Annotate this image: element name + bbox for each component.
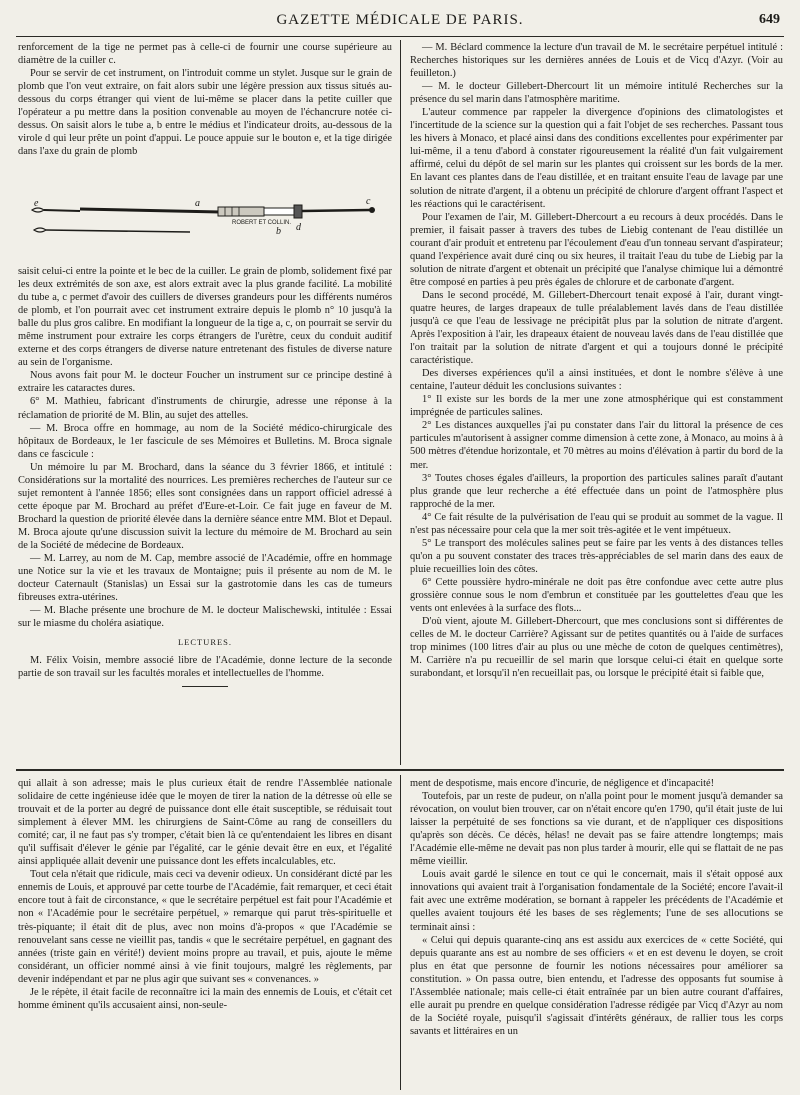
paragraph: — M. Blache présente une brochure de M. le docteur Malischewski, intitulée : Essai sur le miasme du choléra asiatique. <box>18 605 392 630</box>
figure-letter-d: d <box>296 222 301 233</box>
instrument-figure <box>20 194 392 260</box>
paragraph: qui allait à son adresse; mais le plus curieux était de rendre l'Assemblée nationale solidaire de cette ingénieuse idée que le moyen de tirer la nation de la détresse où elle se trouvait et de la porter au degré de puissance dont elle était susceptible, se réduisait tout simplement à élever MM. les chirurgiens de Saint-Côme au rang de conseillers du comité; car, il ne faut pas s'y tromper, c'était bien là ce qu'entendaient les libres en disant qu'il suffisait d'élever le génie par l'égalité, car le génie devait être en eux, et l'égalité ainsi appliquée allait devenir une puissance dont les effets incalculables, etc. <box>18 778 392 868</box>
figure-maker-mark: ROBERT ET COLLIN. <box>232 220 292 226</box>
header-rule <box>16 36 784 37</box>
paragraph: Dans le second procédé, M. Gillebert-Dhercourt tenait exposé à l'air, durant vingt-quatre heures, de larges drapeaux de tulle préalablement lavés dans de l'eau distillée jusqu'à ce que l'eau de lessivage ne précipitât plus par la solution de nitrate d'argent. Après l'exposition à l'air, les drapeaux étaient de nouveau lavés dans de l'eau distillée que l'on traitait par la solution de nitrate d'argent et qui a toujours donné le précipité caractéristique. <box>410 289 783 367</box>
paragraph: Pour l'examen de l'air, M. Gillebert-Dhercourt a eu recours à deux procédés. Dans le premier, il faisait passer à travers des tubes de Liebig contenant de l'eau distillée un courant d'air produit et entretenu par l'écoulement d'eau d'un tonneau servant d'aspirateur; quand l'expérience avait duré cinq ou six heures, il traitait l'eau du tube de Liebig par la solution de nitrate d'argent et obtenait un précipité que l'analyse chimique lui a démontré être composé en parties à peu près égales de chlorure et de carbonate d'argent. <box>410 211 783 288</box>
page-number: 649 <box>759 12 780 27</box>
paragraph: Nous avons fait pour M. le docteur Foucher un instrument sur ce principe destiné à extraire les cataractes dures. <box>18 370 392 395</box>
page-header <box>0 12 800 34</box>
paragraph: 6° Cette poussière hydro-minérale ne doit pas être confondue avec cette autre plus grossière connue sous le nom d'embrun et constituée par les gouttelettes d'eau que les vents ont enlevées à la surface des flots... <box>410 576 783 615</box>
figure-letter-a: a <box>195 198 200 209</box>
paragraph: ment de despotisme, mais encore d'incurie, de négligence et d'incapacité! <box>410 778 715 789</box>
paragraph: 1° Il existe sur les bords de la mer une zone atmosphérique qui est constamment imprégnée de particules salines. <box>410 394 783 419</box>
paragraph: Je le répète, il était facile de reconnaître ici la main des ennemis de Louis, et c'était cet homme éminent qu'ils accusaient ainsi, non-seule- <box>18 986 392 1011</box>
paragraph: Des diverses expériences qu'il a ainsi instituées, et dont le nombre s'élève à une centaine, l'auteur déduit les conclusions suivantes : <box>410 368 783 393</box>
figure-letter-b: b <box>276 226 281 237</box>
column-right-top <box>410 41 783 765</box>
figure-letter-c: c <box>366 196 371 207</box>
paragraph: M. Félix Voisin, membre associé libre de l'Académie, donne lecture de la seconde partie de son travail sur les facultés morales et intellectuelles de l'homme. <box>18 655 392 680</box>
paragraph: 5° Le transport des molécules salines peut se faire par les vents à des distances telles qu'on a pu souvent constater des traces très-appréciables de sel marin dans des eaux de pluie recueillies loin des côtes. <box>410 537 783 575</box>
paragraph: Louis avait gardé le silence en tout ce qui le concernait, mais il s'était opposé aux innovations qui avaient trait à l'organisation fondamentale de la Société; encore l'avait-il fait avec une extrême modération, se bornant à rappeler les précédents de l'Académie et quelles avaient toujours été les bases de ses règlements; l'une de ses allocutions se terminait ainsi : <box>410 869 783 933</box>
column-divider-top <box>400 40 401 765</box>
column-divider-bottom <box>400 775 401 1090</box>
journal-title: GAZETTE MÉDICALE DE PARIS. <box>276 12 524 28</box>
paragraph: Toutefois, par un reste de pudeur, on n'alla point pour le moment jusqu'à demander sa révocation, on voulut bien trouver, car on n'était encore qu'en 1790, qu'il était juste de lui laisser la perpétuité de ses fonctions sa vie durant, et de n'appliquer ces dispositions qu'après son décès. Ce décès, hélas! ne devait pas se faire attendre longtemps; mais l'Académie elle-même ne devait pas non plus tarder à mourir, elle qui se flattait de ne pas même vieillir. <box>410 791 783 868</box>
feuilleton-column-right <box>410 777 783 1089</box>
paragraph: 4° Ce fait résulte de la pulvérisation de l'eau qui se produit au sommet de la vague. Il n'est pas nécessaire pour cela que la mer soit très-agitée et le vent impétueux. <box>410 511 783 536</box>
paragraph: renforcement de la tige ne permet pas à celle-ci de fournir une course supérieure au diamètre de la cuiller c. <box>18 42 392 67</box>
paragraph: — M. Larrey, au nom de M. Cap, membre associé de l'Académie, offre en hommage une Notice sur la vie et les travaux de Montaigne; puis il présente au nom de M. le docteur Caternault (Stanislas) un Essai sur la gastrotomie dans les cas de tumeurs fibreuses extra-utérines. <box>18 553 392 604</box>
column-left-bottom <box>18 265 392 765</box>
paragraph: 6° M. Mathieu, fabricant d'instruments de chirurgie, adresse une réponse à la réclamation de priorité de M. Blin, au sujet des attelles. <box>18 396 392 421</box>
feuilleton-column-left <box>18 777 392 1089</box>
figure-letter-e: e <box>34 198 39 209</box>
section-heading-lectures: LECTURES. <box>177 637 233 648</box>
paragraph: 3° Toutes choses égales d'ailleurs, la proportion des particules salines paraît d'autant plus grande que leur recherche a été effectuée dans un point de l'atmosphère plus rapproché de la mer. <box>410 472 783 510</box>
paragraph: — M. le docteur Gillebert-Dhercourt lit un mémoire intitulé Recherches sur la présence du sel marin dans l'atmosphère maritime. <box>410 81 783 106</box>
section-separator <box>182 686 228 691</box>
paragraph: « Celui qui depuis quarante-cinq ans est assidu aux exercices de « cette Société, qui depuis quarante ans est au nombre de ses officiers « et en est devenu le doyen, se croit plus en état que personne de fournir les notions nécessaires pour améliorer sa constitution. » On passa outre, bien entendu, et l'adresse des opposants fut soumise à l'Assemblée nationale; mais celle-ci était entraînée par un bien autre courant d'affaires, elle aurait pu prendre en quelque considération l'adresse rédigée par Vicq d'Azyr au nom de la Société royale, puisqu'il s'agissait d'intérêts généraux, de rallier tous les corps savants et littéraires en un <box>410 934 783 1037</box>
paragraph: 2° Les distances auxquelles j'ai pu constater dans l'air du littoral la présence de ces particules m'autorisent à assigner comme dimension à cette zone, à Monaco, au moins à à 500 mètres d'étendue horizontale, et 70 mètres au moins d'élévation à partir du bord de la mer. <box>410 420 783 471</box>
paragraph: Un mémoire lu par M. Brochard, dans la séance du 3 février 1866, et intitulé : Considérations sur la mortalité des nourrices. Les premières recherches de l'auteur sur ce sujet remontent à l'année 1856; elles sont consignées dans un rapport officiel adressé à cette époque par M. Brochard au préfet d'Eure-et-Loir. Ce fait juge en faveur de M. Brochard la question de priorité élevée dans la dernière séance entre MM. Blot et Depaul. M. Broca ajoute qu'une discussion suivit la lecture du mémoire de M. Brochard au sein de la Société de médecine de Bordeaux. <box>18 461 392 551</box>
paragraph: L'auteur commence par rappeler la divergence d'opinions des climatologistes et l'incertitude de la science sur la question qui a fait l'objet de ses recherches. Passant tous les hivers à Monaco, et placé ainsi dans des conditions excellentes pour expérimenter par lui-même, il a tenu d'abord à constater rigoureusement la réalité d'un fait vulgairement affirmé, celui du dépôt de sel marin sur les plantes qui croissent sur les bords de la mer. En lavant ces plantes dans de l'eau distillée, et en traitant ensuite l'eau de lavage par une solution de nitrate d'argent, il a obtenu un précipité de chlorure d'argent offrant l'aspect et les réactions qui le caractérisent. <box>410 107 783 210</box>
paragraph: Tout cela n'était que ridicule, mais ceci va devenir odieux. Un considérant dicté par les ennemis de Louis, et approuvé par cette tourbe de l'Académie, fait remarquer, et ceci était encore tout à fait de circonstance, « que le secrétaire perpétuel est fait pour l'Académie et non « l'Académie pour le secrétaire perpétuel, » remarque qui parut très-spirituelle et très-piquante; il était dit de plus, avec non moins d'à-propos « que l'Académie se renouvelant sans cesse ne vieillit pas, tandis « que le secrétaire perpétuel, en gagnant des années (triste gain en vérité!) devient moins propre au travail, et puis, ajoute le même considérant, un officier nommé ainsi à vie finit toujours, malgré les règlements, par devenir indépendant et par ne plus agir que suivant ses « convenances. » <box>18 869 392 985</box>
paragraph: Pour se servir de cet instrument, on l'introduit comme un stylet. Jusque sur le grain de plomb que l'on veut extraire, on fait alors subir une légère pression aux tissus situés au-dessous du corps étranger qui vient de lui-même se placer dans la petite cuiller que l'opérateur a pu mettre dans la position convenable au moyen de l'échancrure notée ci-dessus. On saisit alors le tube a, b entre le médius et l'indicateur droits, au-dessous de la virole d qui leur prête un point d'appui. Le pouce appuie sur le bouton e, et la tige dirigée dans l'axe du grain de plomb <box>18 68 392 158</box>
feuilleton-rule <box>16 769 784 771</box>
paragraph: D'où vient, ajoute M. Gillebert-Dhercourt, que mes conclusions sont si différentes de celles de M. le docteur Carrière? Agissant sur de petites quantités ou à l'aide de surfaces trop minimes (100 litres d'air au plus ou une mèche de coton de quelques centimètres), M. Carrière n'a pu recueillir de sel marin que lorsque celui-ci était en quelque sorte surabondant, et lorsqu'il n'en recueillait pas, ou lorsque le précipité était si faible que, <box>410 616 783 680</box>
paragraph: saisit celui-ci entre la pointe et le bec de la cuiller. Le grain de plomb, solidement fixé par les deux extrémités de son axe, est alors extrait avec la plus grande facilité. La mobilité du tube a, c permet d'avoir des cuillers de diverses grandeurs pour les différents numéros de plomb, et l'on pourrait avec cet instrument extraire depuis le plomb n° 10 jusqu'à la balle du plus gros calibre. En modifiant la longueur de la tige a, c, on pourrait se servir du même instrument pour extraire les corps étrangers de l'urètre, ceux du conduit auditif externe et des corps étrangers de diverse nature entretenant des fistules de diverse nature au sein de l'organisme. <box>18 266 392 369</box>
paragraph: — M. Béclard commence la lecture d'un travail de M. le secrétaire perpétuel intitulé : Recherches historiques sur les dernières années de Louis et de Vicq d'Azyr. (Voir au feuilleton.) <box>410 42 783 80</box>
paragraph: — M. Broca offre en hommage, au nom de la Société médico-chirurgicale des hôpitaux de Bordeaux, le 1er fascicule de ses Mémoires et Bulletins. M. Broca signale dans ce fascicule : <box>18 422 392 460</box>
bullet-extractor-illustration <box>20 194 392 260</box>
